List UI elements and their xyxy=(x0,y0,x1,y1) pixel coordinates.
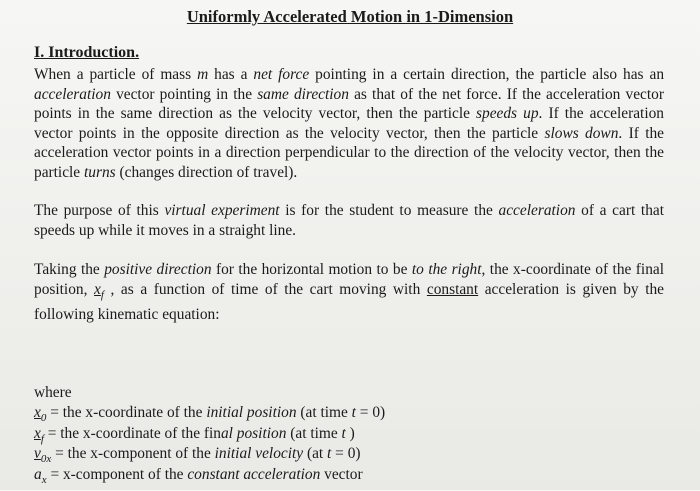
definition-xf: $x_f$ = the x-coordinate of the final position (at time t ) xyxy=(34,425,355,446)
page-title: Uniformly Accelerated Motion in 1-Dimension xyxy=(186,7,514,26)
intro-paragraph-3: Taking the positive direction for the horizontal motion to be to the right, the x-coordinate of the final position, $x_f$ , as a function of time of the cart moving with constant acceleration is given by the following kinematic equation: xyxy=(34,261,665,324)
definition-ax: $a_x$ = x-component of the constant acceleration vector xyxy=(34,466,363,487)
symbol-xf: $x_f$ xyxy=(94,280,104,301)
definition-v0x: $v_{0x}$ = the x-component of the initial velocity (at t = 0) xyxy=(34,445,361,466)
symbol-ax: $a_x$ xyxy=(34,466,47,487)
section-heading xyxy=(34,44,139,62)
intro-paragraph-2: The purpose of this virtual experiment is for the student to measure the acceleration of a cart that speeds up while it moves in a straight line. xyxy=(34,202,664,239)
intro-paragraph-1: When a particle of mass m has a net force pointing in a certain direction, the particle also has an acceleration vector pointing in the same direction as that of the net force. If the acceleration vector points in the same direction as the velocity vector, then the particle speeds up. If the acceleration vector points in the opposite direction as the velocity vector, then the particle slows down. If the acceleration vector points in a direction perpendicular to the direction of the velocity vector, then the particle turns (changes direction of travel). xyxy=(34,66,665,181)
symbol-x0: $x_0$ xyxy=(34,404,47,425)
symbol-xf: $x_f$ xyxy=(34,425,44,446)
symbol-v0x: $v_{0x}$ xyxy=(34,445,52,466)
definition-x0: $x_0$ = the x-coordinate of the initial position (at time t = 0) xyxy=(34,404,386,425)
section-heading-text: I. Introduction. xyxy=(34,44,140,61)
where-label: where xyxy=(34,384,72,401)
